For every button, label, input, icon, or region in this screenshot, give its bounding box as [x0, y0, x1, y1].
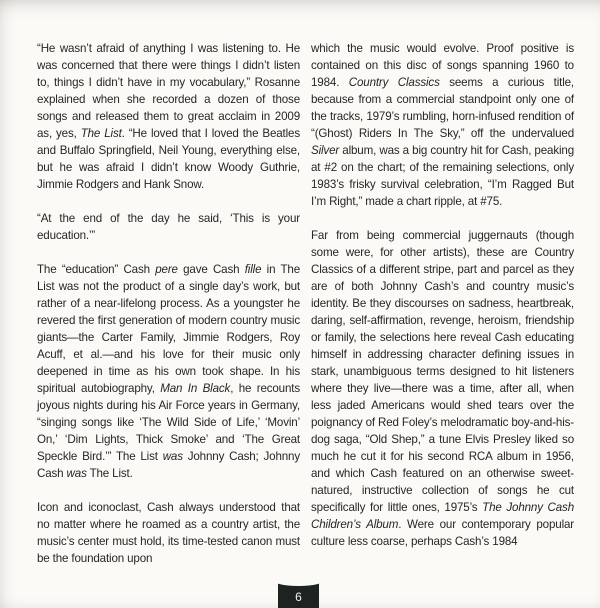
- body-text: which the music would evolve. Proof positive is contained on this disc of songs spanning 1960 to 1984.: [311, 42, 574, 89]
- body-text: Icon and iconoclast, Cash always understood that no matter where he roamed as a country artist, the music’s center must hold, its time-tested canon must be the foundation upon: [37, 501, 300, 565]
- body-text: “He wasn’t afraid of anything I was listening to. He was concerned that there were things I didn’t listen to, things I didn’t have in my vocabulary,” Rosanne explained when she recorded a dozen of those songs and released them to great acclaim in 2009 as, yes,: [37, 42, 300, 140]
- paragraph: [37, 261, 300, 482]
- page-number: 6: [295, 590, 302, 604]
- body-text: Johnny Cash; Johnny Cash: [37, 450, 300, 480]
- italic-text: Silver: [311, 144, 340, 157]
- paragraph: [311, 40, 574, 210]
- body-text: in The List was not the product of a single day’s work, but rather of a near-lifelong process. As a youngster he revered the first generation of modern country music giants—the Carter Family, Jimmie Rodgers, Roy Acuff, et al.—and his love for their music only deepened in time as his own took shape. In his spiritual autobiography,: [37, 263, 300, 395]
- body-text: gave Cash: [177, 263, 245, 276]
- page-number-tab: [278, 582, 319, 608]
- body-text: The “education” Cash: [37, 263, 156, 276]
- italic-text: Man In Black: [160, 382, 231, 395]
- paragraph: [37, 499, 300, 567]
- italic-text: was: [162, 450, 183, 463]
- paragraph: [37, 210, 300, 244]
- italic-text: was: [66, 467, 87, 480]
- body-text: The List.: [86, 467, 133, 480]
- body-text: . Were our contemporary popular culture less coarse, perhaps Cash’s 1984: [311, 518, 575, 548]
- paragraph: [311, 227, 574, 550]
- column-right: [311, 40, 574, 567]
- italic-text: pere: [155, 263, 178, 276]
- italic-text: Country Classics: [348, 76, 440, 89]
- text-columns: [37, 40, 574, 567]
- italic-text: The List: [80, 127, 122, 140]
- body-text: . “He loved that I loved the Beatles and Buffalo Springfield, Neil Young, everything else, but he was afraid I didn’t know Woody Guthrie, Jimmie Rodgers and Hank Snow.: [37, 127, 300, 191]
- italic-text: fille: [244, 263, 262, 276]
- body-text: seems a curious title, because from a commercial standpoint only one of the tracks, 1979’s rumbling, horn-infused rendition of “(Ghost) Riders In The Sky,” off the undervalued: [311, 76, 575, 140]
- body-text: Far from being commercial juggernauts (though some were, for other artists), these are Country Classics of a different stripe, part and parcel as they are of both Johnny Cash’s and country music’s identity. Be they discourses on sadness, heartbreak, daring, self-affirmation, revenge, heroism, friendship or family, the selections here reveal Cash educating himself in addressing character defining issues in stark, unambiguous terms designed to hit listeners where they live—there was a time, after all, when less jaded Americans would shed tears over the poignancy of Red Foley’s melodramatic boy-and-his-dog saga, “Old Shep,” a tune Elvis Presley liked so much he cut it for his second RCA album in 1956, and which Cash featured on an otherwise sweet-natured, instructive collection of songs he cut specifically for little ones, 1975’s: [311, 229, 574, 514]
- paragraph: [37, 40, 300, 193]
- body-text: album, was a big country hit for Cash, peaking at #2 on the chart; of the remaining selections, only 1983’s frisky survival celebration, “I’m Ragged But I’m Right,” made a chart ripple, at #75.: [311, 144, 574, 208]
- body-text: “At the end of the day he said, ‘This is your education.’”: [37, 212, 300, 242]
- italic-text: The Johnny Cash Children’s Album: [311, 501, 575, 531]
- column-left: [37, 40, 300, 567]
- body-text: , he recounts joyous nights during his Air Force years in Germany, “singing songs like ‘The Wild Side of Life,’ ‘Movin’ On,’ ‘Dim Lights, Thick Smoke’ and ‘The Great Speckle Bird.’” The List: [37, 382, 300, 463]
